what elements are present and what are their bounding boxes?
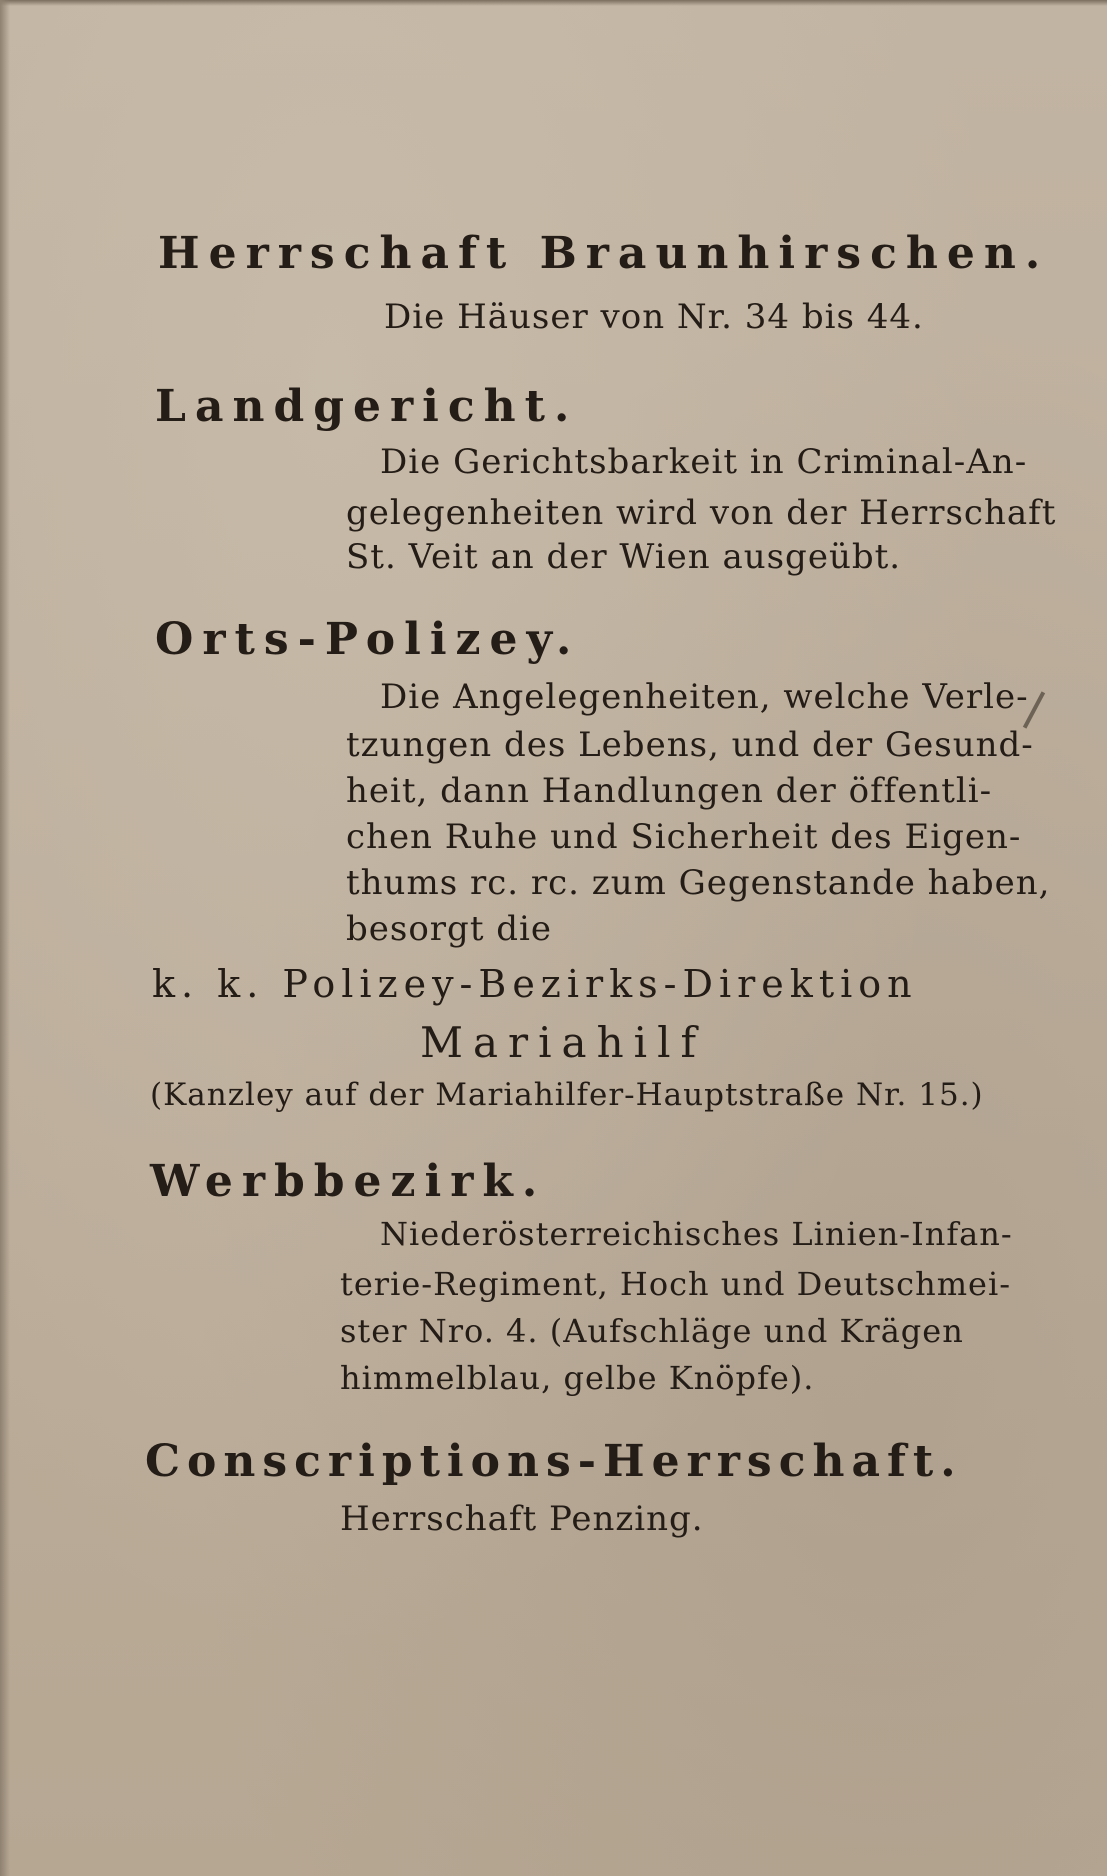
werbbezirk-text-line-3: ster Nro. 4. (Aufschläge und Krägen xyxy=(340,1312,964,1350)
landgericht-text-line-3: St. Veit an der Wien ausgeübt. xyxy=(346,537,902,577)
landgericht-text-line-2: gelegenheiten wird von der Herrschaft xyxy=(346,493,1057,533)
werbbezirk-text-line-4: himmelblau, gelbe Knöpfe). xyxy=(340,1359,815,1397)
page-binding-edge xyxy=(0,0,10,1876)
heading-landgericht: Landgericht. xyxy=(155,381,579,432)
heading-orts-polizey: Orts-Polizey. xyxy=(155,614,581,665)
landgericht-text-line-1: Die Gerichtsbarkeit in Criminal-An- xyxy=(380,442,1028,482)
conscription-herrschaft-penzing: Herrschaft Penzing. xyxy=(340,1499,704,1539)
ortspolizey-text-line-6: besorgt die xyxy=(346,909,553,949)
ortspolizey-text-line-2: tzungen des Lebens, und der Gesund- xyxy=(346,725,1034,765)
werbbezirk-text-line-1: Niederösterreichisches Linien-Infan- xyxy=(380,1215,1013,1253)
polizey-bezirks-direktion: k. k. Polizey-Bezirks-Direktion xyxy=(152,962,918,1006)
ortspolizey-text-line-4: chen Ruhe und Sicherheit des Eigen- xyxy=(346,817,1022,857)
page-top-edge xyxy=(0,0,1107,6)
heading-conscriptions-herrschaft: Conscriptions-Herrschaft. xyxy=(145,1436,963,1487)
houses-range-text: Die Häuser von Nr. 34 bis 44. xyxy=(384,297,924,337)
ortspolizey-text-line-5: thums rc. rc. zum Gegenstande haben, xyxy=(346,863,1051,903)
heading-werbbezirk: Werbbezirk. xyxy=(150,1156,547,1207)
mariahilf-title: Mariahilf xyxy=(420,1018,707,1067)
ortspolizey-text-line-1: Die Angelegenheiten, welche Verle- xyxy=(380,677,1029,717)
kanzley-address: (Kanzley auf der Mariahilfer-Hauptstraße Nr. 15.) xyxy=(150,1077,984,1113)
ortspolizey-text-line-3: heit, dann Handlungen der öffentli- xyxy=(346,771,993,811)
werbbezirk-text-line-2: terie-Regiment, Hoch und Deutschmei- xyxy=(340,1265,1012,1303)
heading-herrschaft-braunhirschen: Herrschaft Braunhirschen. xyxy=(158,228,1050,279)
